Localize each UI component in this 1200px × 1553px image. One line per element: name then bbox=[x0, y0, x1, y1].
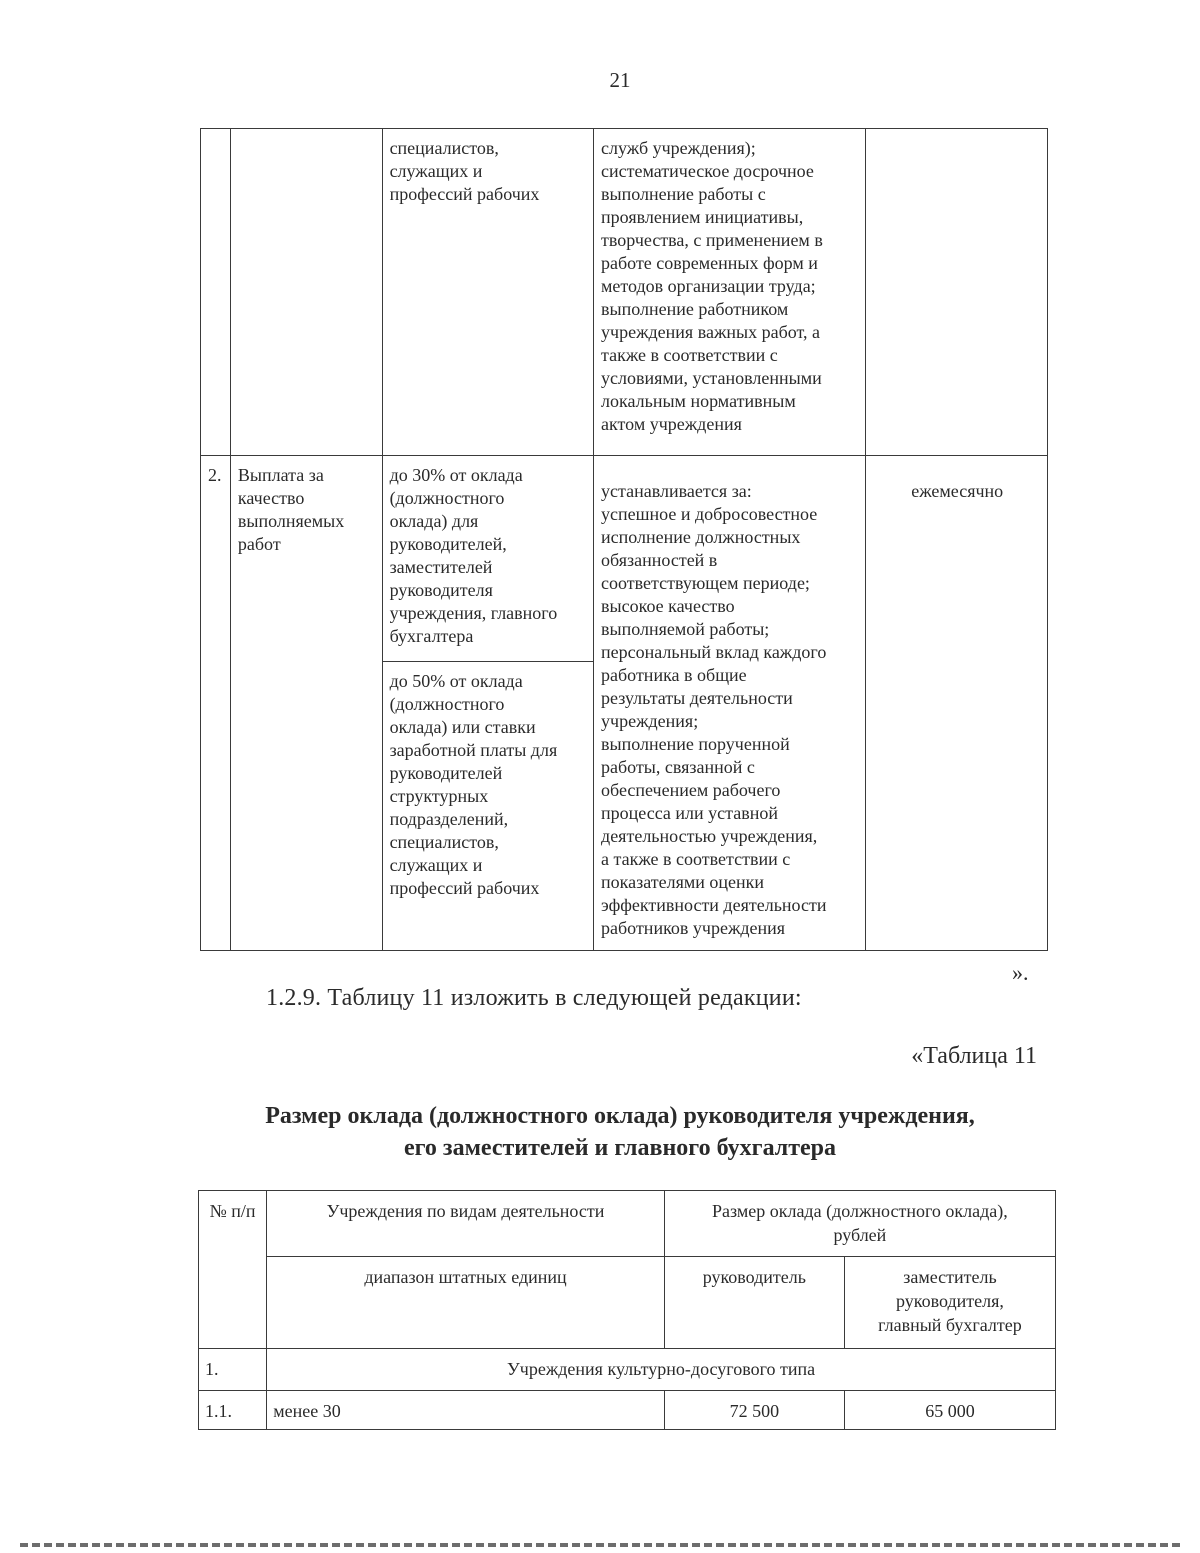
table-row bbox=[201, 456, 1048, 662]
table-title: Размер оклада (должностного оклада) руководителя учреждения, его заместителей и главного бухгалтера bbox=[265, 1103, 975, 1161]
header-staff-range: диапазон штатных единиц bbox=[267, 1257, 665, 1349]
payment-size-specialists: до 50% от оклада (должностного оклада) или ставки заработной платы для руководителей структурных подразделений, специалистов, служащих и профессий рабочих bbox=[382, 662, 593, 951]
table-header-row bbox=[199, 1191, 1056, 1257]
row-range: менее 30 bbox=[267, 1391, 665, 1430]
page-number: 21 bbox=[609, 68, 631, 92]
section-number: 1. bbox=[199, 1349, 267, 1391]
row-deputy-salary: 65 000 bbox=[844, 1391, 1055, 1430]
bonus-table-continuation bbox=[200, 128, 1048, 951]
scan-edge-divider bbox=[20, 1543, 1180, 1547]
header-institutions: Учреждения по видам деятельности bbox=[267, 1191, 665, 1257]
header-salary: Размер оклада (должностного оклада), рублей bbox=[664, 1191, 1055, 1257]
payment-periodicity: ежемесячно bbox=[866, 456, 1048, 951]
payment-conditions: устанавливается за: успешное и добросовестное исполнение должностных обязанностей в соответствующем периоде; высокое качество выполняемой работы; персональный вклад каждого работника в общие результаты деятельности учреждения; выполнение порученной работы, связанной с обеспечением рабочего процесса или уставной деятельностью учреждения, а также в соответствии с показателями оценки эффективности деятельности работников учреждения bbox=[594, 456, 866, 951]
section-name: Учреждения культурно-досугового типа bbox=[267, 1349, 1056, 1391]
table-cell-size: специалистов, служащих и профессий рабочих bbox=[382, 129, 593, 456]
table-cell bbox=[866, 129, 1048, 456]
table-row bbox=[201, 129, 1048, 456]
table-cell bbox=[201, 129, 231, 456]
header-number: № п/п bbox=[199, 1191, 267, 1349]
closing-quote: ». bbox=[1012, 960, 1029, 985]
header-head: руководитель bbox=[664, 1257, 844, 1349]
table-section-row bbox=[199, 1349, 1056, 1391]
table-cell-conditions: служб учреждения); систематическое досрочное выполнение работы с проявлением инициативы, творчества, с применением в работе современных форм и методов организации труда; выполнение работником учреждения важных работ, а также в соответствии с условиями, установленными локальным нормативным актом учреждения bbox=[594, 129, 866, 456]
table-label: «Таблица 11 bbox=[911, 1043, 1037, 1069]
row-number: 2. bbox=[201, 456, 231, 951]
salary-table bbox=[198, 1190, 1056, 1430]
payment-name: Выплата за качество выполняемых работ bbox=[230, 456, 382, 951]
instruction-paragraph: 1.2.9. Таблицу 11 изложить в следующей редакции: bbox=[266, 985, 802, 1011]
table-row bbox=[199, 1391, 1056, 1430]
row-number: 1.1. bbox=[199, 1391, 267, 1430]
header-deputy: заместитель руководителя, главный бухгалтер bbox=[844, 1257, 1055, 1349]
payment-size-managers: до 30% от оклада (должностного оклада) для руководителей, заместителей руководителя учреждения, главного бухгалтера bbox=[382, 456, 593, 662]
table-cell bbox=[230, 129, 382, 456]
table-header-row bbox=[199, 1257, 1056, 1349]
row-head-salary: 72 500 bbox=[664, 1391, 844, 1430]
